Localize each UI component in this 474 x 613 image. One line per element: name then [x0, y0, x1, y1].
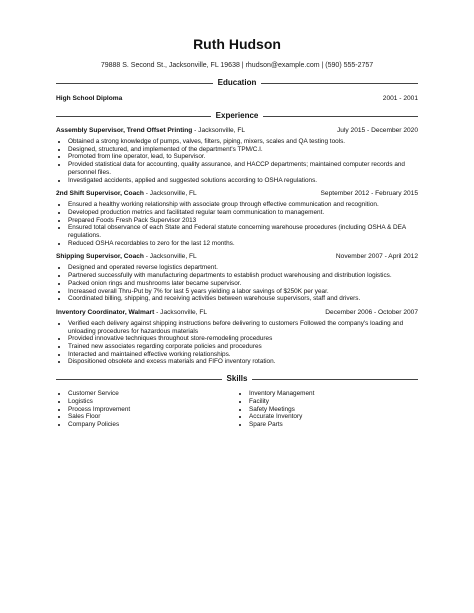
job-title-line: [56, 127, 245, 135]
job-bullets: [56, 320, 418, 366]
job-entry: [56, 253, 418, 303]
skill-item: • Sales Floor: [68, 413, 237, 421]
degree: High School Diploma: [56, 95, 123, 102]
skills-list: [56, 390, 418, 429]
bullet-item: • Dispositioned obsolete and excess materials and FIFO inventory rotation.: [68, 358, 418, 366]
candidate-name: Ruth Hudson: [193, 36, 281, 52]
divider-line: [261, 83, 418, 84]
job-entry: [56, 127, 418, 184]
skill-item: • Process Improvement: [68, 406, 237, 414]
skill-item: • Customer Service: [68, 390, 237, 398]
job-bullets: [56, 264, 418, 303]
bullet-item: • Promoted from line operator, lead, to Supervisor.: [68, 153, 418, 161]
job-entry: [56, 190, 418, 247]
skills-column-right: [237, 390, 418, 429]
job-location: - Jacksonville, FL: [192, 127, 246, 134]
job-dates: July 2015 - December 2020: [336, 127, 418, 134]
job-title-line: [56, 309, 207, 317]
skill-item: • Logistics: [68, 398, 237, 406]
job-title-line: [56, 253, 197, 261]
divider-line: [252, 379, 418, 380]
bullet-item: • Reduced OSHA recordables to zero for the last 12 months.: [68, 240, 418, 248]
skills-column-left: [56, 390, 237, 429]
bullet-item: • Designed and operated reverse logistics department.: [68, 264, 418, 272]
divider-line: [56, 379, 222, 380]
bullet-item: • Ensured a healthy working relationship with associate group through effective communication and recognition.: [68, 201, 418, 209]
experience-header: [56, 111, 418, 121]
job-location: - Jacksonville, FL: [154, 308, 208, 316]
bullet-item: • Provided innovative techniques throughout store-remodeling procedures: [68, 335, 418, 343]
skill-item: • Company Policies: [68, 421, 237, 429]
bullet-item: • Trained new associates regarding corporate policies and procedures: [68, 343, 418, 351]
bullet-item: • Developed production metrics and facilitated regular team communication to management.: [68, 209, 418, 217]
job-entry: [56, 309, 418, 366]
job-dates: September 2012 - February 2015: [320, 190, 418, 198]
job-header: [56, 127, 418, 135]
job-title-line: [56, 190, 197, 198]
education-heading: Education: [217, 78, 257, 87]
bullet-item: • Ensured total observance of each State and Federal statute concerning warehouse procedures (including OSHA & DEA regulations.: [68, 224, 418, 239]
skill-item: • Accurate Inventory: [249, 413, 418, 421]
job-header: [56, 309, 418, 317]
divider-line: [56, 83, 213, 84]
skill-item: • Spare Parts: [249, 421, 418, 429]
job-bullets: [56, 138, 418, 184]
job-bullets: [56, 201, 418, 247]
bullet-item: • Provided statistical data for accounting, quality assurance, and HACCP departments; maintained computer records and personnel files.: [68, 161, 418, 176]
education-dates: 2001 - 2001: [382, 95, 418, 102]
bullet-item: • Increased overall Thru-Put by 7% for last 5 years yielding a labor savings of $250K per year.: [68, 288, 418, 296]
bullet-item: • Designed, structured, and implemented of the department's TPM/C.I.: [68, 146, 418, 154]
job-header: [56, 190, 418, 198]
bullet-item: • Investigated accidents, applied and suggested solutions according to OSHA regulations.: [68, 177, 418, 185]
contact-info: 79888 S. Second St., Jacksonville, FL 19638 | rhudson@example.com | (590) 555-2757: [100, 62, 374, 69]
skills-header: [56, 374, 418, 384]
job-dates: November 2007 - April 2012: [335, 253, 418, 261]
job-title: Inventory Coordinator, Walmart: [56, 308, 155, 316]
job-header: [56, 253, 418, 261]
job-location: - Jacksonville, FL: [143, 190, 197, 198]
skill-item: • Inventory Management: [249, 390, 418, 398]
bullet-item: • Interacted and maintained effective working relationships.: [68, 351, 418, 359]
education-header: [56, 78, 418, 88]
job-dates: December 2006 - October 2007: [325, 308, 418, 316]
skill-item: • Facility: [249, 398, 418, 406]
experience-heading: Experience: [215, 111, 259, 120]
skills-heading: Skills: [226, 374, 248, 384]
bullet-item: • Obtained a strong knowledge of pumps, valves, filters, piping, mixers, scales and QA testing tools.: [68, 138, 418, 146]
divider-line: [263, 116, 418, 117]
bullet-item: • Verified each delivery against shipping instructions before delivering to customers Followed the company's loading and unloading procedures for hazardous materials: [68, 320, 418, 335]
bullet-item: • Coordinated billing, shipping, and receiving activities between warehouse supervisors, staff and drivers.: [68, 295, 418, 303]
skill-item: • Safety Meetings: [249, 406, 418, 414]
bullet-item: • Prepared Foods Fresh Pack Supervisor 2013: [68, 217, 418, 225]
job-title: Shipping Supervisor, Coach: [56, 253, 144, 261]
job-location: - Jacksonville, FL: [143, 253, 197, 261]
bullet-item: • Partnered successfully with manufacturing departments to establish product warehousing and distribution logistics.: [68, 272, 418, 280]
job-title: 2nd Shift Supervisor, Coach: [56, 190, 144, 198]
bullet-item: • Packed onion rings and mushrooms later became supervisor.: [68, 280, 418, 288]
job-title: Assembly Supervisor, Trend Offset Printing: [56, 127, 193, 134]
divider-line: [56, 116, 211, 117]
education-entry: [56, 95, 418, 103]
